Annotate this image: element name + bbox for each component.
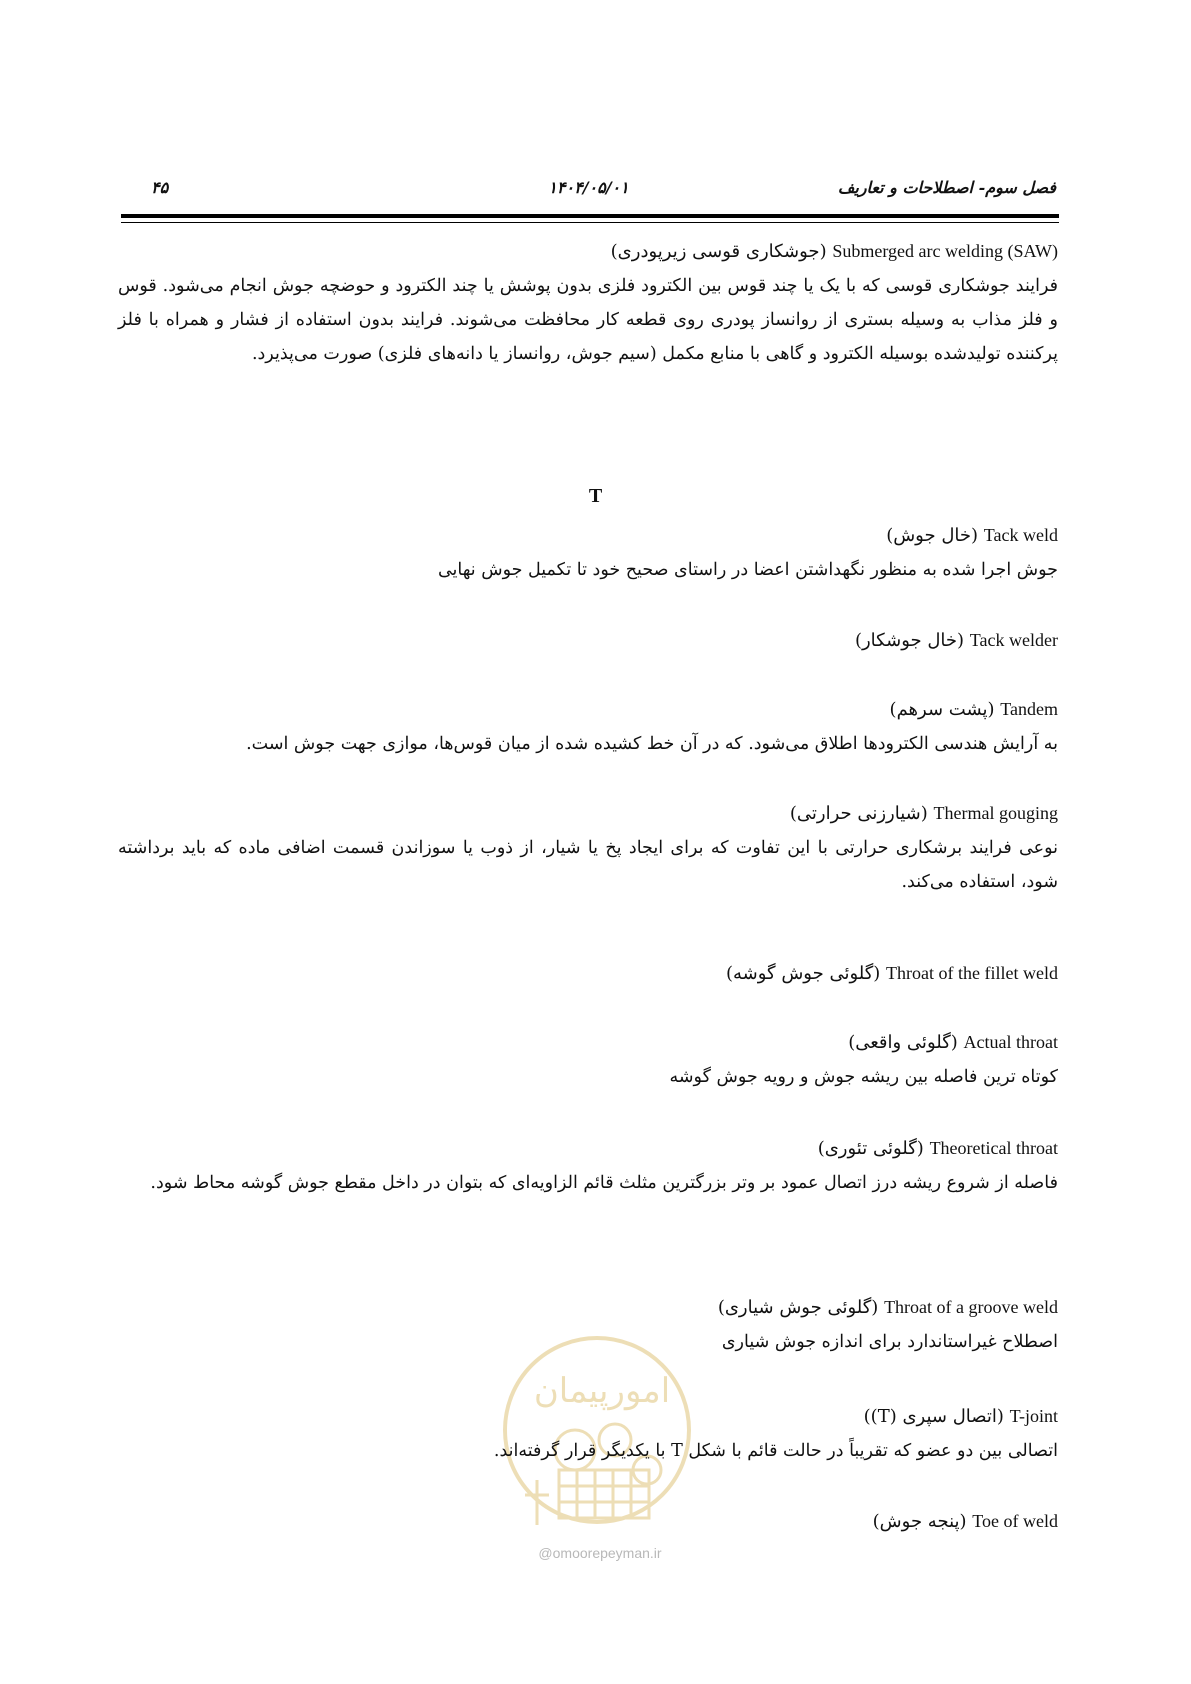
- glossary-entry: [118, 518, 1058, 587]
- header-rule: [121, 214, 1059, 218]
- term-english: Theoretical throat: [929, 1138, 1058, 1158]
- section-letter: T: [588, 485, 603, 507]
- term-persian: (پنجه جوش): [872, 1511, 967, 1532]
- term-persian: (گلوئی تئوری): [817, 1138, 924, 1159]
- entry-term: [118, 1290, 1058, 1325]
- entry-definition: فاصله از شروع ریشه درز اتصال عمود بر وتر بزرگترین مثلث قائم الزاویه‌ای که بتوان در داخل مقطع جوش گوشه محاط شود.: [150, 1173, 1058, 1193]
- term-persian: (پشت سرهم): [889, 699, 995, 720]
- page-number: ۴۵: [151, 178, 169, 197]
- glossary-entry: [118, 1504, 1058, 1539]
- term-english: Throat of a groove weld: [884, 1297, 1058, 1317]
- glossary-entry: [118, 1025, 1058, 1094]
- entry-term: [118, 692, 1058, 727]
- glossary-entry: [118, 623, 1058, 658]
- term-english: Thermal gouging: [933, 803, 1058, 823]
- term-persian: (جوشکاری قوسی زیرپودری): [610, 241, 827, 262]
- entry-definition: جوش اجرا شده به منظور نگهداشتن اعضا در راستای صحیح خود تا تکمیل جوش نهایی: [437, 560, 1058, 580]
- watermark-url: @omoorepeyman.ir: [538, 1545, 662, 1561]
- page-header: [121, 178, 1056, 208]
- entry-term: [118, 1399, 1058, 1434]
- chapter-title: فصل سوم- اصطلاحات و تعاریف: [837, 178, 1056, 197]
- entry-term: [118, 956, 1058, 991]
- entry-term: [118, 796, 1058, 831]
- entry-definition: به آرایش هندسی الکترودها اطلاق می‌شود. که در آن خط کشیده شده از میان قوس‌ها، موازی جهت جوش است.: [246, 734, 1058, 754]
- term-english: Toe of weld: [972, 1511, 1058, 1531]
- term-persian: (شیارزنی حرارتی): [789, 803, 928, 824]
- glossary-entry: [118, 234, 1058, 371]
- entry-definition: فرایند جوشکاری قوسی که با یک یا چند قوس بین الکترود فلزی بدون پوشش یا چند الکترود و حوضچه جوش انجام می‌شود. قوس و فلز مذاب به وسیله بستری از روانساز پودری روی قطعه کار محافظت می‌شوند. فرایند بدون استفاده از فشار و همراه با فلز پرکننده تولیدشده بوسیله الکترود و گاهی با منابع مکمل (سیم جوش، روانساز یا دانه‌های فلزی) صورت می‌پذیرد.: [118, 276, 1058, 364]
- entry-definition: اصطلاح غیراستاندارد برای اندازه جوش شیاری: [721, 1332, 1058, 1352]
- header-rule-thin: [121, 222, 1059, 223]
- glossary-entry: [118, 1399, 1058, 1468]
- term-persian: (گلوئی واقعی): [848, 1032, 958, 1053]
- glossary-entry: [118, 796, 1058, 899]
- term-persian: (خال جوش): [886, 525, 979, 546]
- term-persian: (خال جوشکار): [854, 630, 965, 651]
- term-english: T-joint: [1009, 1406, 1058, 1426]
- term-persian: (گلوئی جوش شیاری): [717, 1297, 879, 1318]
- entry-term: [118, 623, 1058, 658]
- term-persian: (گلوئی جوش گوشه): [725, 963, 881, 984]
- entry-definition: کوتاه ترین فاصله بین ریشه جوش و رویه جوش گوشه: [669, 1067, 1058, 1087]
- term-english: Throat of the fillet weld: [886, 963, 1058, 983]
- term-persian: (اتصال سپری (T)): [863, 1406, 1004, 1427]
- term-english: Submerged arc welding (SAW): [832, 241, 1058, 261]
- entry-term: [118, 1131, 1058, 1166]
- entry-term: [118, 1025, 1058, 1060]
- entry-definition: نوعی فرایند برشکاری حرارتی با این تفاوت که برای ایجاد پخ یا شیار، از ذوب یا سوزاندن قسمت اضافی ماده که باید برداشته شود، استفاده می‌کند.: [118, 838, 1058, 892]
- glossary-entry: [118, 692, 1058, 761]
- watermark-logo-text: امورپیمان: [533, 1371, 671, 1411]
- term-english: Actual throat: [963, 1032, 1058, 1052]
- header-date: ۱۴۰۴/۰۵/۰۱: [548, 178, 629, 197]
- entry-definition: اتصالی بین دو عضو که تقریباً در حالت قائم با شکل T با یکدیگر قرار گرفته‌اند.: [493, 1441, 1058, 1461]
- term-english: Tack welder: [969, 630, 1058, 650]
- entry-term: [118, 234, 1058, 269]
- entry-term: [118, 518, 1058, 553]
- glossary-entry: [118, 1131, 1058, 1200]
- term-english: Tandem: [1000, 699, 1058, 719]
- entry-term: [118, 1504, 1058, 1539]
- term-english: Tack weld: [983, 525, 1058, 545]
- glossary-entry: [118, 956, 1058, 991]
